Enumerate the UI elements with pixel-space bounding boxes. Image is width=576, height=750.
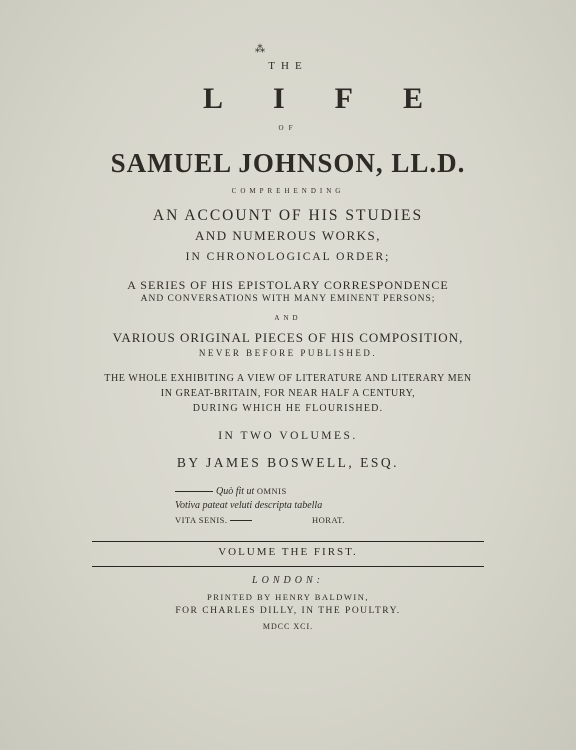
- printer-mark: ⁂: [255, 44, 265, 55]
- epigraph-dash: [175, 491, 213, 492]
- rule-top: [92, 541, 484, 542]
- imprint-city: LONDON:: [252, 575, 324, 586]
- imprint-year: MDCC XCI.: [262, 622, 314, 631]
- comprehending-label: COMPREHENDING: [231, 187, 345, 195]
- account-line: AN ACCOUNT OF HIS STUDIES: [152, 207, 424, 224]
- volume-label: VOLUME THE FIRST.: [218, 546, 358, 558]
- title-the: THE: [268, 60, 308, 72]
- never-published-line: NEVER BEFORE PUBLISHED.: [198, 348, 378, 358]
- title-life: LIFE: [202, 82, 474, 115]
- imprint-printer: PRINTED BY HENRY BALDWIN,: [206, 592, 369, 602]
- title-subject: SAMUEL JOHNSON, LL.D.: [110, 148, 466, 178]
- epigraph-line-2: Votiva pateat veluti descripta tabella: [175, 500, 323, 511]
- epigraph-attribution: HORAT.: [312, 515, 345, 525]
- author-line: BY JAMES BOSWELL, ESQ.: [176, 455, 400, 470]
- rule-bottom: [92, 566, 484, 567]
- epigraph: [175, 484, 365, 528]
- epigraph-dash-2: [230, 520, 252, 521]
- and-label: AND: [274, 314, 302, 322]
- chronological-line: IN CHRONOLOGICAL ORDER;: [185, 251, 391, 263]
- epigraph-line-3: VITA SENIS. HORAT.: [175, 515, 345, 525]
- whole-exhibiting-line: THE WHOLE EXHIBITING A VIEW OF LITERATURE AND LITERARY MEN: [104, 373, 472, 384]
- numerous-works-line: AND NUMEROUS WORKS,: [194, 228, 382, 243]
- conversations-line: AND CONVERSATIONS WITH MANY EMINENT PERSONS;: [140, 294, 436, 304]
- various-pieces-line: VARIOUS ORIGINAL PIECES OF HIS COMPOSITION,: [112, 330, 464, 345]
- imprint-publisher: FOR CHARLES DILLY, IN THE POULTRY.: [175, 606, 401, 616]
- series-line: A SERIES OF HIS EPISTOLARY CORRESPONDENCE: [127, 278, 449, 292]
- epigraph-line-1: Quò fit ut OMNIS: [175, 484, 365, 499]
- volumes-line: IN TWO VOLUMES.: [218, 430, 358, 442]
- during-line: DURING WHICH HE FLOURISHED.: [192, 403, 384, 414]
- great-britain-line: IN GREAT-BRITAIN, FOR NEAR HALF A CENTURY,: [160, 388, 416, 399]
- title-of: OF: [278, 124, 298, 132]
